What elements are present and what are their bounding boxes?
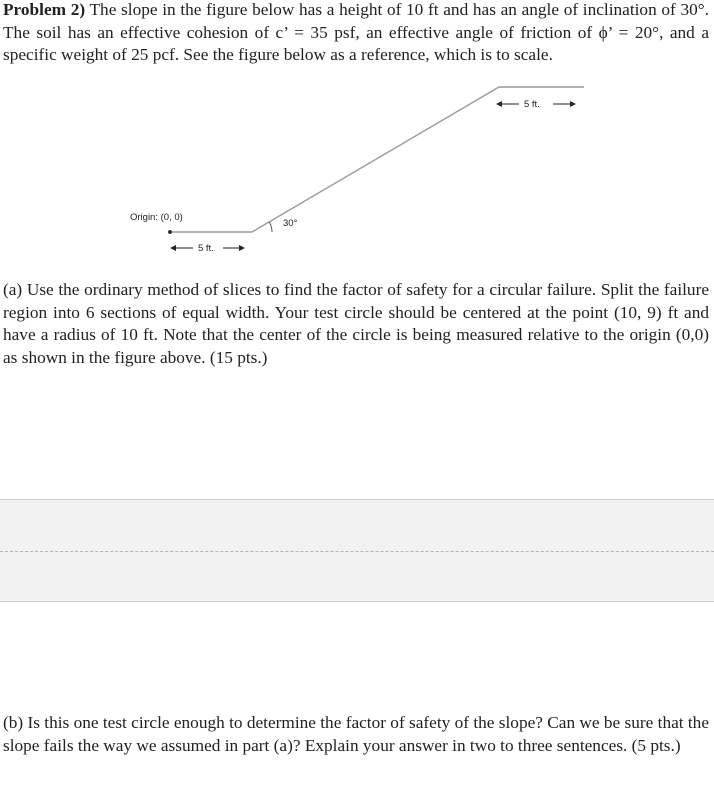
slope-figure: [0, 75, 714, 265]
bottom-dimension-arrowhead-right: [239, 245, 245, 251]
top-dimension-arrowhead-left: [496, 101, 502, 107]
slope-profile-line: [170, 87, 584, 232]
angle-label: 30°: [283, 218, 298, 229]
top-dimension-arrowhead-right: [570, 101, 576, 107]
top-width-label: 5 ft.: [524, 99, 540, 110]
bottom-dimension-arrowhead-left: [170, 245, 176, 251]
angle-arc: [269, 222, 272, 232]
bottom-width-label: 5 ft.: [198, 243, 214, 254]
origin-label: Origin: (0, 0): [130, 212, 183, 223]
problem-statement: [3, 0, 709, 67]
origin-point: [168, 230, 172, 234]
answer-divider: [0, 551, 714, 552]
problem-intro-text: The slope in the figure below has a height of 10 ft and has an angle of inclination of 30°. The soil has an effective cohesion of c’ = 35 psf, an effective angle of friction of ϕ’ = 20°, and a specific weight of 25 pcf. See the figure below as a reference, which is to scale.: [3, 0, 709, 64]
problem-label: Problem 2): [3, 0, 86, 19]
part-b-question: (b) Is this one test circle enough to determine the factor of safety of the slope? Can we be sure that the slope fails the way we assumed in part (a)? Explain your answer in two to three sentences. (5 pts.): [3, 713, 709, 755]
answer-area[interactable]: [0, 499, 714, 602]
part-a-question: (a) Use the ordinary method of slices to find the factor of safety for a circular failure. Split the failure region into 6 sections of equal width. Your test circle should be centered at the point (10, 9) ft and have a radius of 10 ft. Note that the center of the circle is being measured relative to the origin (0,0) as shown in the figure above. (15 pts.): [3, 280, 709, 367]
